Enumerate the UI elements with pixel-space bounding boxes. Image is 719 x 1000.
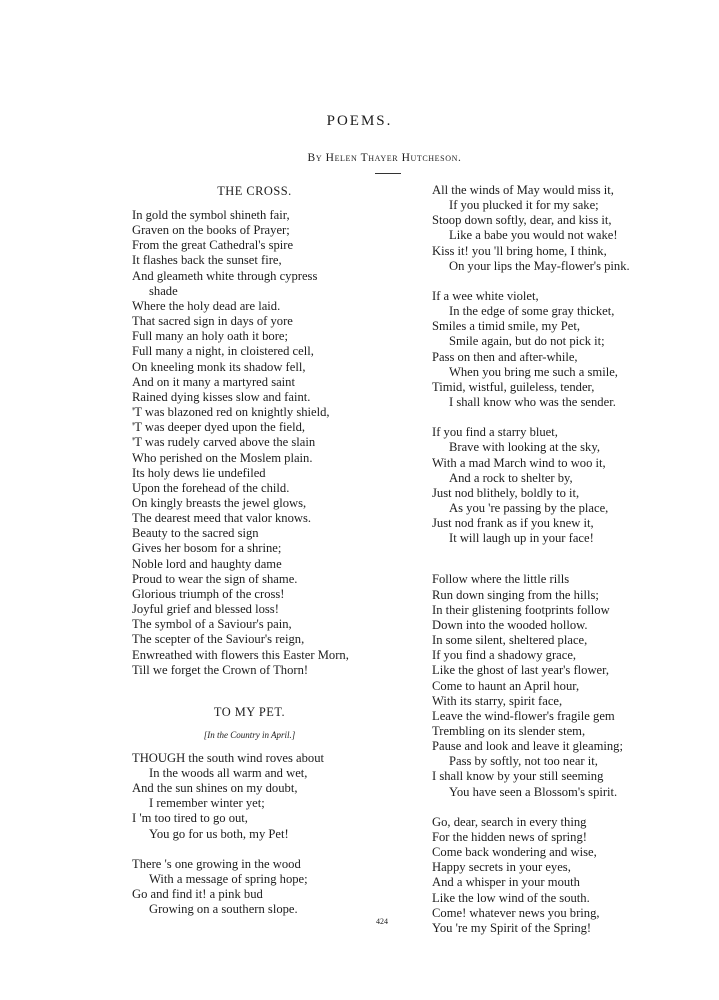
stanza <box>432 425 682 546</box>
poem-line: Glorious triumph of the cross! <box>132 586 285 601</box>
poem-line: Kiss it! you 'll bring home, I think, <box>432 243 607 258</box>
poem-line: That sacred sign in days of yore <box>132 314 293 329</box>
poem-line: From the great Cathedral's spire <box>132 238 294 253</box>
poem-line: Till we forget the Crown of Thorn! <box>132 662 309 677</box>
poem-line: The dearest meed that valor knows. <box>132 511 312 526</box>
byline: By Helen Thayer Hutcheson. <box>307 152 462 164</box>
poem-line: THOUGH the south wind roves about <box>132 750 325 765</box>
poem-line: And the sun shines on my doubt, <box>132 781 298 796</box>
poem-line: I shall know who was the sender. <box>449 395 616 410</box>
poem-line: All the winds of May would miss it, <box>432 183 614 197</box>
page-number: 424 <box>376 917 388 926</box>
poem-line: In some silent, sheltered place, <box>432 633 588 648</box>
poem-line: Smile again, but do not pick it; <box>449 334 605 349</box>
poem-line: For the hidden news of spring! <box>432 829 587 844</box>
poem-line: Just nod blithely, boldly to it, <box>432 485 580 500</box>
poem-line: Happy secrets in your eyes, <box>432 860 571 875</box>
poem-line: Like a babe you would not wake! <box>449 228 618 243</box>
poem-line: Graven on the books of Prayer; <box>132 223 290 238</box>
poem-line: Beauty to the sacred sign <box>132 526 259 541</box>
poem-line: You 're my Spirit of the Spring! <box>432 920 592 935</box>
poem-line: Like the ghost of last year's flower, <box>432 663 609 678</box>
poem-line: In the woods all warm and wet, <box>149 766 308 780</box>
poem-line: Noble lord and haughty dame <box>132 556 282 571</box>
poem-line: Stoop down softly, dear, and kiss it, <box>432 213 612 228</box>
poem-line: With its starry, spirit face, <box>432 693 563 708</box>
stanza <box>432 183 682 274</box>
poem-line: If you find a shadowy grace, <box>432 648 577 663</box>
poem-line: On your lips the May-flower's pink. <box>449 258 630 273</box>
poem-line: Run down singing from the hills; <box>432 587 599 602</box>
stanza <box>132 857 377 918</box>
poem-line: Trembling on its slender stem, <box>432 724 586 738</box>
poem-line: Who perished on the Moslem plain. <box>132 450 313 465</box>
poem-line: In the edge of some gray thicket, <box>449 304 615 319</box>
poem-line: Go, dear, search in every thing <box>432 814 587 829</box>
stanza <box>432 572 682 799</box>
poem-line: Growing on a southern slope. <box>149 902 298 917</box>
poem-line: Full many a night, in cloistered cell, <box>132 344 314 359</box>
poem-line: If a wee white violet, <box>432 288 539 303</box>
poem-line: Pause and look and leave it gleaming; <box>432 739 623 754</box>
poem-line: With a message of spring hope; <box>149 871 308 886</box>
poem-line: Come! whatever news you bring, <box>432 905 600 920</box>
poem-line: And a rock to shelter by, <box>449 470 573 485</box>
poem-line: And gleameth white through cypress <box>132 268 318 283</box>
poem-line: Rained dying kisses slow and faint. <box>132 389 311 404</box>
left-column <box>132 183 377 932</box>
poem-line: Smiles a timid smile, my Pet, <box>432 319 580 334</box>
poem-line: With a mad March wind to woo it, <box>432 455 606 470</box>
poem-line: I shall know by your still seeming <box>432 769 604 784</box>
pet-poem-right-body <box>432 183 682 936</box>
poem-line: Like the low wind of the south. <box>432 890 590 905</box>
poem-line: You go for us both, my Pet! <box>149 826 289 841</box>
poem-line: Its holy dews lie undefiled <box>132 465 266 480</box>
poem-line: And a whisper in your mouth <box>432 875 580 890</box>
poem-line: Go and find it! a pink bud <box>132 887 263 902</box>
poem-line: In their glistening footprints follow <box>432 602 610 617</box>
poem-line: Proud to wear the sign of shame. <box>132 571 298 586</box>
poem-line: When you bring me such a smile, <box>449 364 618 379</box>
poem-line: In gold the symbol shineth fair, <box>132 208 290 222</box>
right-column <box>432 183 682 951</box>
poem-line: Come to haunt an April hour, <box>432 678 580 693</box>
poem-line: 'T was deeper dyed upon the field, <box>132 420 306 435</box>
poem-line: Leave the wind-flower's fragile gem <box>432 708 615 723</box>
poem-line: The symbol of a Saviour's pain, <box>132 617 292 632</box>
poem-line: You have seen a Blossom's spirit. <box>449 784 618 799</box>
poem-line: Follow where the little rills <box>432 572 570 587</box>
poem-line: Brave with looking at the sky, <box>449 440 600 455</box>
poem-line: Down into the wooded hollow. <box>432 617 588 632</box>
poem-line: And on it many a martyred saint <box>132 374 295 389</box>
poem-line: On kneeling monk its shadow fell, <box>132 359 306 374</box>
poem-line: 'T was blazoned red on knightly shield, <box>132 405 330 420</box>
poem-line: As you 're passing by the place, <box>449 500 609 515</box>
poem-line: There 's one growing in the wood <box>132 856 301 871</box>
title-rule <box>375 173 401 174</box>
stanza <box>132 751 377 842</box>
poem-line: On kingly breasts the jewel glows, <box>132 495 307 510</box>
stanza <box>432 289 682 410</box>
poem-line: Joyful grief and blessed loss! <box>132 602 279 617</box>
poem-line: I 'm too tired to go out, <box>132 811 248 826</box>
poem-line: It will laugh up in your face! <box>449 531 594 546</box>
poem-line: Upon the forehead of the child. <box>132 480 290 495</box>
poem-line: Enwreathed with flowers this Easter Morn, <box>132 647 349 662</box>
poem-line: 'T was rudely carved above the slain <box>132 435 316 450</box>
poem-line: It flashes back the sunset fire, <box>132 253 282 268</box>
poem-line: Gives her bosom for a shrine; <box>132 541 282 556</box>
poem-line: Full many an holy oath it bore; <box>132 329 289 344</box>
poem-line: Timid, wistful, guileless, tender, <box>432 379 595 394</box>
poem-subtitle-pet: [In the Country in April.] <box>203 729 296 740</box>
poem-line: Just nod frank as if you knew it, <box>432 516 594 531</box>
poem-line: The scepter of the Saviour's reign, <box>132 632 305 647</box>
poem-line: Pass by softly, not too near it, <box>449 754 598 769</box>
poem-line: If you find a starry bluet, <box>432 425 558 440</box>
poem-line: I remember winter yet; <box>149 796 265 811</box>
poem-line: Come back wondering and wise, <box>432 845 597 860</box>
pet-poem-left-body <box>132 751 377 918</box>
poem-line: Pass on then and after-while, <box>432 349 578 364</box>
page-title: POEMS. <box>326 113 393 129</box>
poem-line: If you plucked it for my sake; <box>449 198 599 213</box>
poem-line: shade <box>149 283 178 298</box>
poem-title-cross: THE CROSS. <box>217 184 292 198</box>
poem-title-pet: TO MY PET. <box>213 704 286 719</box>
cross-poem-body <box>132 208 377 678</box>
poem-line: Where the holy dead are laid. <box>132 298 281 313</box>
